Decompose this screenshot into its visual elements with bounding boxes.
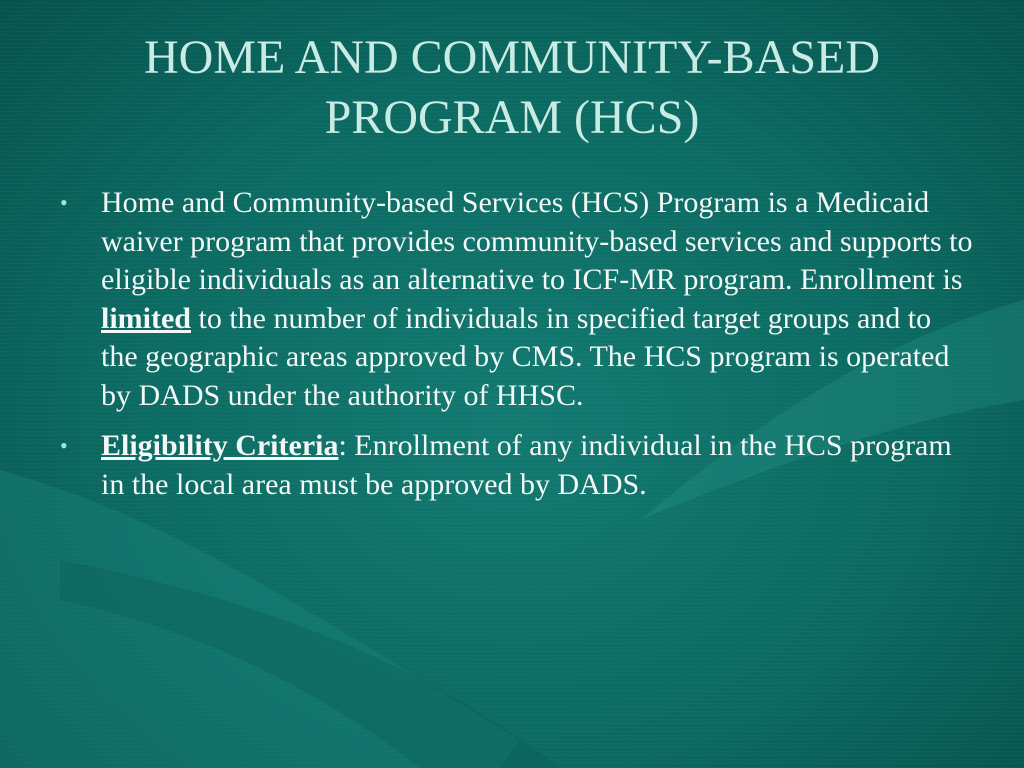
bullet-item-hcs-description bbox=[58, 184, 973, 415]
page-title: HOME AND COMMUNITY-BASED PROGRAM (HCS) bbox=[143, 31, 881, 144]
bullet-list bbox=[58, 184, 973, 516]
emphasis-eligibility-criteria: Eligibility Criteria bbox=[101, 429, 339, 462]
bullet-text-after: : Enrollment of any individual in the HCS program in the local area must be approved by DADS. bbox=[101, 429, 952, 501]
bullet-text-before: Home and Community-based Services (HCS) Program is a Medicaid waiver program that provides community-based services and supports to eligible individuals as an alternative to ICF-MR program. Enrollment is bbox=[101, 186, 973, 296]
bullet-item-eligibility bbox=[58, 427, 973, 504]
bullet-icon: • bbox=[60, 433, 68, 458]
emphasis-limited: limited bbox=[101, 301, 191, 335]
bullet-text-after: to the number of individuals in specified target groups and to the geographic areas approved by CMS. The HCS program is operated by DADS under the authority of HHSC. bbox=[101, 301, 950, 412]
bullet-icon: • bbox=[60, 190, 68, 215]
